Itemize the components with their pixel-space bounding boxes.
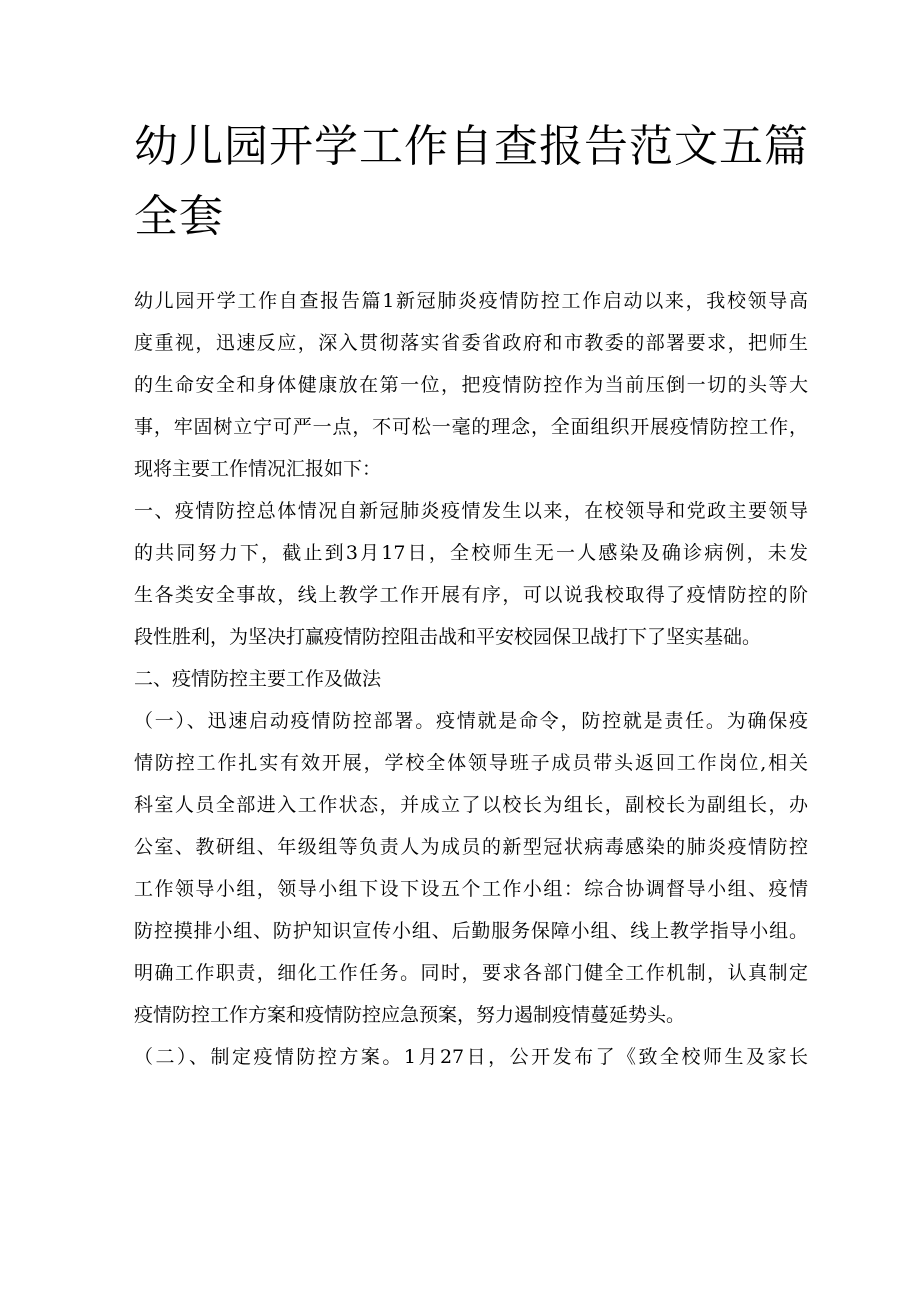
text-line: 幼儿园开学工作自查报告篇1新冠肺炎疫情防控工作启动以来，我校领导高 [134,290,808,312]
text-line: 现将主要工作情况汇报如下： [134,458,382,480]
text-line: 情防控工作扎实有效开展，学校全体领导班子成员带头返回工作岗位,相关 [134,752,808,774]
text-line: 一、疫情防控总体情况自新冠肺炎疫情发生以来，在校领导和党政主要领导 [134,500,808,522]
paragraph-subsection-1 [134,700,808,1036]
paragraph-intro [134,280,808,490]
title-line: 幼儿园开学工作自查报告范文五篇 [134,121,809,172]
paragraph-subsection-2 [134,1036,808,1078]
text-line: 科室人员全部进入工作状态，并成立了以校长为组长，副校长为副组长，办 [134,794,808,816]
text-line: 的生命安全和身体健康放在第一位，把疫情防控作为当前压倒一切的头等大 [134,374,808,396]
paragraph-section-1 [134,490,808,658]
text-line: 明确工作职责，细化工作任务。同时，要求各部门健全工作机制，认真制定 [134,962,808,984]
text-line: 二、疫情防控主要工作及做法 [134,668,382,690]
text-line: 公室、教研组、年级组等负责人为成员的新型冠状病毒感染的肺炎疫情防控 [134,836,808,858]
section-heading [134,658,808,700]
document-title [134,112,809,252]
text-line: （二）、制定疫情防控方案。1月27日，公开发布了《致全校师生及家长 [134,1046,808,1068]
title-line: 全套 [134,191,224,242]
text-line: 疫情防控工作方案和疫情防控应急预案，努力遏制疫情蔓延势头。 [134,1004,686,1026]
text-line: （一）、迅速启动疫情防控部署。疫情就是命令，防控就是责任。为确保疫 [134,710,808,732]
document-body [134,280,808,1078]
text-line: 的共同努力下，截止到3月17日，全校师生无一人感染及确诊病例，未发 [134,542,808,564]
text-line: 工作领导小组，领导小组下设下设五个工作小组：综合协调督导小组、疫情 [134,878,808,900]
text-line: 段性胜利，为坚决打赢疫情防控阻击战和平安校园保卫战打下了坚实基础。 [134,626,762,648]
text-line: 度重视，迅速反应，深入贯彻落实省委省政府和市教委的部署要求，把师生 [134,332,808,354]
text-line: 防控摸排小组、防护知识宣传小组、后勤服务保障小组、线上教学指导小组。 [134,920,808,942]
text-line: 生各类安全事故，线上教学工作开展有序，可以说我校取得了疫情防控的阶 [134,584,808,606]
text-line: 事，牢固树立宁可严一点，不可松一毫的理念，全面组织开展疫情防控工作， [134,416,808,438]
